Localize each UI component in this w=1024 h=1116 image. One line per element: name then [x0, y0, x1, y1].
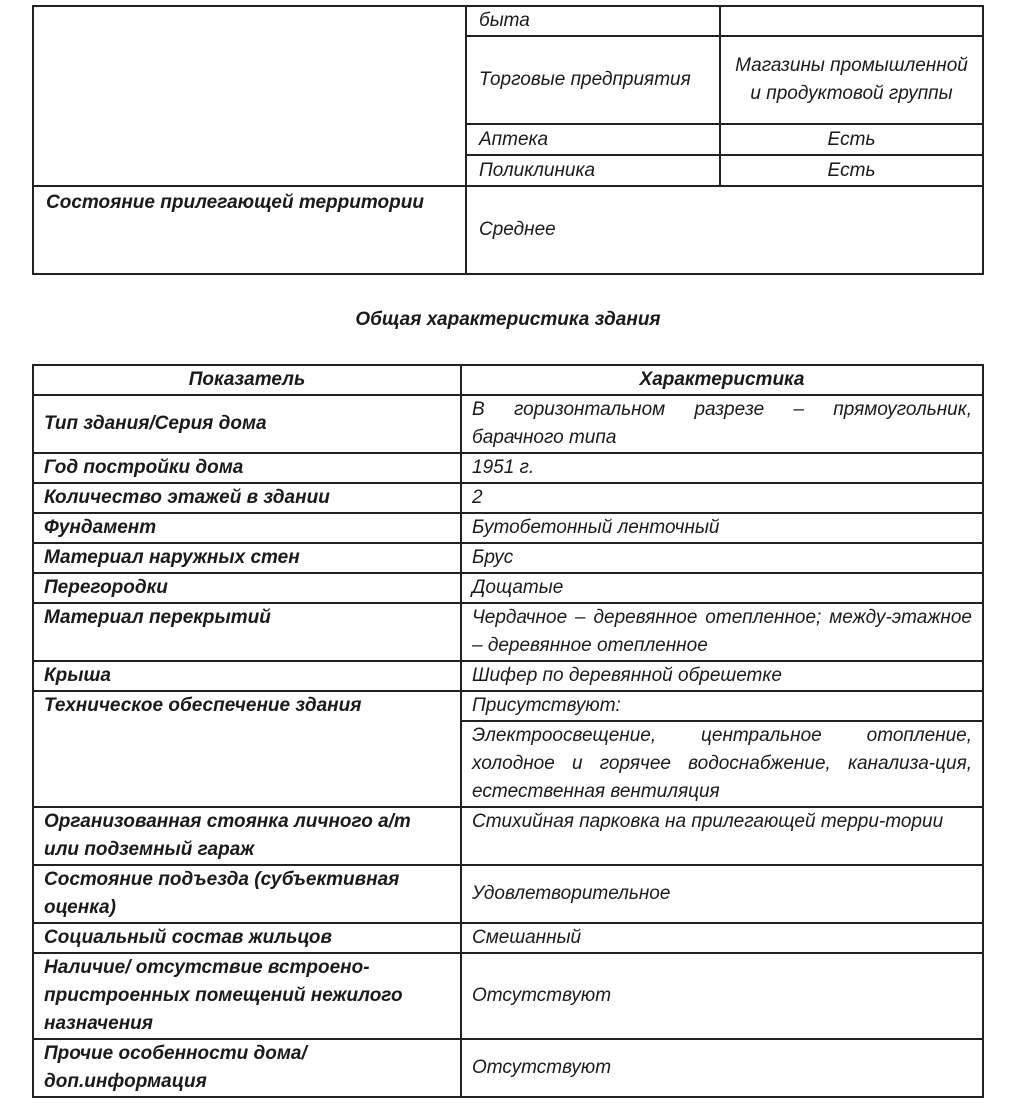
row-value: Чердачное – деревянное отепленное; между-этажное – деревянное отепленное — [461, 603, 983, 661]
row-value: Присутствуют: — [461, 691, 983, 721]
row-value: Стихийная парковка на прилегающей терри-тории — [461, 807, 983, 865]
infra-value: Есть — [720, 155, 983, 186]
header-indicator: Показатель — [33, 365, 461, 395]
territory-value: Среднее — [466, 186, 983, 274]
header-characteristic: Характеристика — [461, 365, 983, 395]
infra-label: Поликлиника — [466, 155, 720, 186]
row-value: Отсутствуют — [461, 953, 983, 1039]
row-label: Материал перекрытий — [33, 603, 461, 661]
infra-label: Аптека — [466, 124, 720, 155]
row-label: Состояние подъезда (субъективная оценка) — [33, 865, 461, 923]
infra-value: Есть — [720, 124, 983, 155]
infra-label: быта — [466, 6, 720, 36]
building-table — [32, 364, 984, 1098]
row-label: Год постройки дома — [33, 453, 461, 483]
row-label: Техническое обеспечение здания — [33, 691, 461, 807]
row-label: Наличие/ отсутствие встроено-пристроенных помещений нежилого назначения — [33, 953, 461, 1039]
row-value: Дощатые — [461, 573, 983, 603]
row-label: Тип здания/Серия дома — [33, 395, 461, 453]
row-value: 2 — [461, 483, 983, 513]
territory-label: Состояние прилегающей территории — [33, 186, 466, 274]
row-label: Перегородки — [33, 573, 461, 603]
row-label: Крыша — [33, 661, 461, 691]
row-label: Прочие особенности дома/доп.информация — [33, 1039, 461, 1097]
row-value: Отсутствуют — [461, 1039, 983, 1097]
row-value: 1951 г. — [461, 453, 983, 483]
row-value: В горизонтальном разрезе – прямоугольник, барачного типа — [461, 395, 983, 453]
infrastructure-table — [32, 5, 984, 275]
row-value: Смешанный — [461, 923, 983, 953]
row-value: Шифер по деревянной обрешетке — [461, 661, 983, 691]
row-value: Удовлетворительное — [461, 865, 983, 923]
empty-merged-cell — [33, 6, 466, 186]
row-value: Бутобетонный ленточный — [461, 513, 983, 543]
row-label: Организованная стоянка личного а/т или подземный гараж — [33, 807, 461, 865]
infra-value: Магазины промышленной и продуктовой группы — [720, 36, 983, 124]
row-label: Количество этажей в здании — [33, 483, 461, 513]
row-label: Фундамент — [33, 513, 461, 543]
row-label: Материал наружных стен — [33, 543, 461, 573]
infra-value — [720, 6, 983, 36]
row-label: Социальный состав жильцов — [33, 923, 461, 953]
row-value-detail: Электроосвещение, центральное отопление, холодное и горячее водоснабжение, канализа-ция, естественная вентиляция — [461, 721, 983, 807]
infra-label: Торговые предприятия — [466, 36, 720, 124]
section-title: Общая характеристика здания — [355, 309, 661, 330]
row-value: Брус — [461, 543, 983, 573]
